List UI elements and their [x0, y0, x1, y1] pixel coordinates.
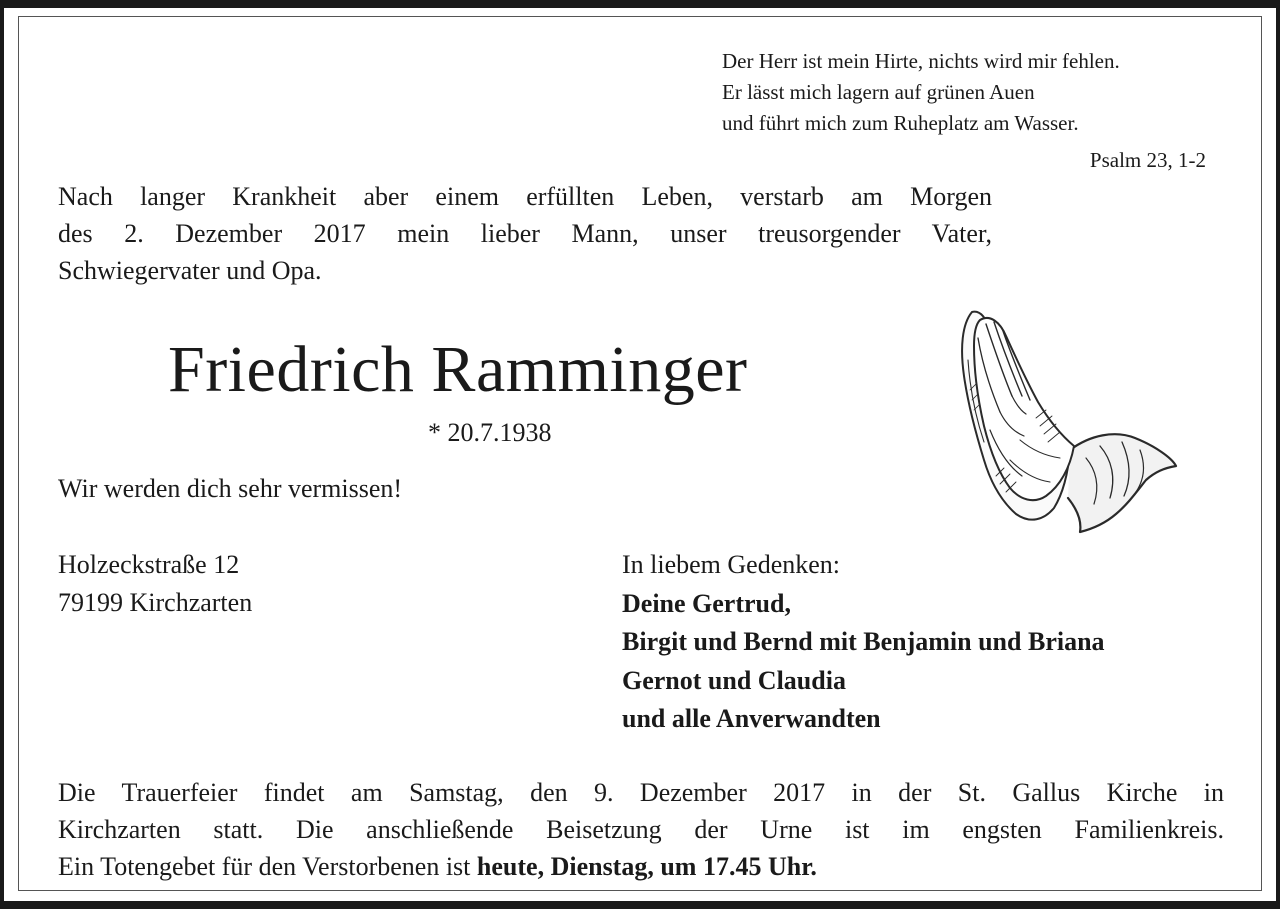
deceased-name: Friedrich Ramminger [168, 333, 748, 406]
intro-line: Schwiegervater und Opa. [58, 256, 322, 285]
family-member: und alle Anverwandten [622, 704, 881, 733]
family-member: Deine Gertrud, [622, 588, 791, 618]
birth-date: * 20.7.1938 [428, 418, 552, 447]
family-member: Birgit und Bernd mit Benjamin und Briana [622, 627, 1105, 656]
address-block [58, 546, 252, 622]
family-member: Gernot und Claudia [622, 665, 846, 695]
psalm-line: und führt mich zum Ruheplatz am Wasser. [722, 111, 1079, 135]
address-street: Holzeckstraße 12 [58, 550, 240, 579]
intro-line: Nach langer Krankheit aber einem erfüllten Leben, verstarb am Morgen [58, 182, 992, 211]
farewell-text: Wir werden dich sehr vermissen! [58, 474, 403, 503]
funeral-line-text: Ein Totengebet für den Verstorbenen ist [58, 852, 477, 881]
family-block [622, 546, 1105, 739]
psalm-line: Er lässt mich lagern auf grünen Auen [722, 80, 1035, 104]
psalm-line: Der Herr ist mein Hirte, nichts wird mir fehlen. [722, 49, 1120, 73]
praying-hands-icon [950, 300, 1182, 538]
family-heading: In liebem Gedenken: [622, 550, 841, 579]
psalm-quote [722, 46, 1120, 139]
funeral-line [58, 848, 1224, 885]
address-city: 79199 Kirchzarten [58, 588, 253, 617]
funeral-line: Kirchzarten statt. Die anschließende Beisetzung der Urne ist im engsten Familienkreis. [58, 815, 1224, 844]
funeral-info [58, 774, 1224, 885]
funeral-time: heute, Dienstag, um 17.45 Uhr. [476, 852, 817, 881]
intro-text [58, 178, 992, 289]
funeral-line: Die Trauerfeier findet am Samstag, den 9. Dezember 2017 in der St. Gallus Kirche in [58, 778, 1224, 807]
intro-line: des 2. Dezember 2017 mein lieber Mann, unser treusorgender Vater, [58, 219, 992, 248]
psalm-reference: Psalm 23, 1-2 [1089, 148, 1206, 172]
